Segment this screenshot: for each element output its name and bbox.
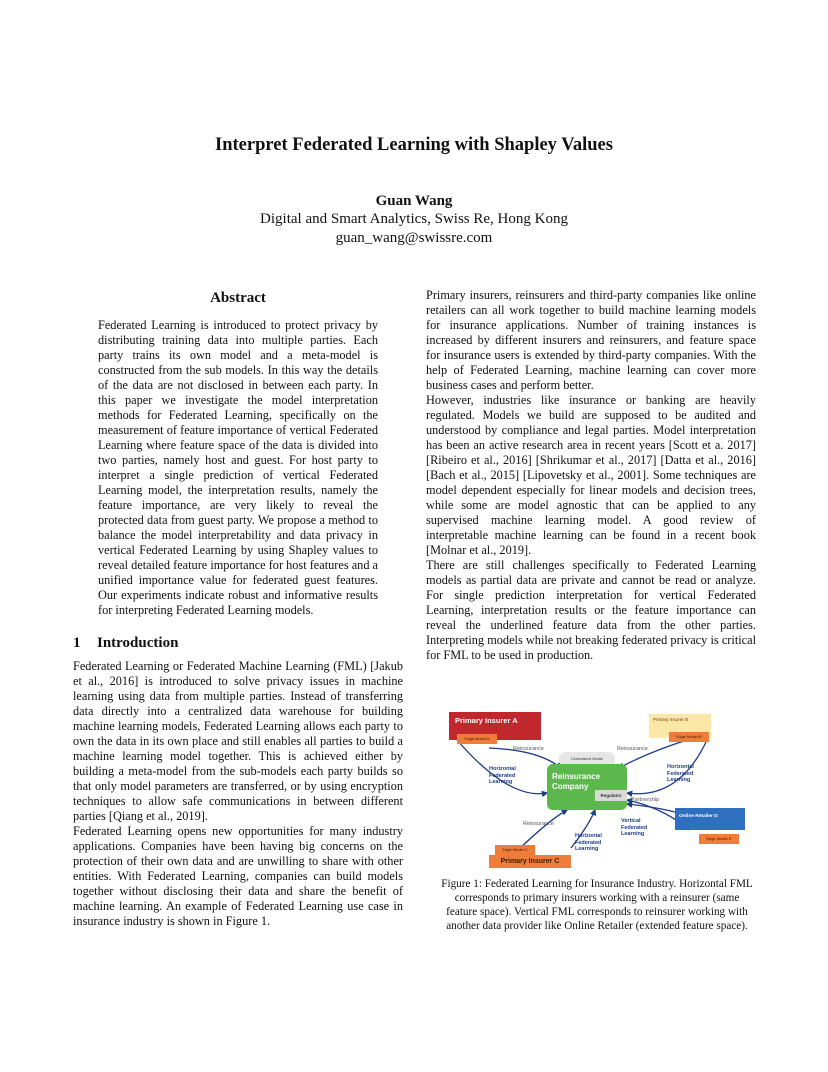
intro-paragraph-1: Federated Learning or Federated Machine Learning (FML) [Jakub et al., 2016] is introduced to solve privacy issues in machine learning using data from multiple parties. Instead of transferring data directly into a centralized data warehouse for building machine learning models, Federated Learning allows each party to own the data in its own place and still enables all parties to build a machine learning model together. This is achieved either by building a meta-model from the sub-models each party builds so that only model parameters are transferred, or by using encryption techniques to allow safe communications in between different parties [Qiang et al., 2019]. bbox=[73, 659, 403, 823]
right-column bbox=[426, 288, 756, 663]
intro-paragraph-3: Primary insurers, reinsurers and third-party companies like online retailers can all work together to build machine learning models for insurance applications. Number of training instances is increased by different insurers and reinsurers, and feature space for insurance users is extended by third-party companies. With the help of Federated Learning, machine learning can cover more business cases and perform better. bbox=[426, 288, 756, 392]
horizontal-fl-label-right: Horizontal Federated Learning bbox=[667, 764, 694, 783]
online-retailer-box bbox=[675, 808, 745, 830]
vertical-fl-label: Vertical Federated Learning bbox=[621, 818, 648, 837]
reinsurance-label-bottom: Reinsurance bbox=[523, 821, 554, 827]
edge-model-a-label: Edge Model A bbox=[464, 736, 490, 741]
figure-federated-insurance bbox=[449, 700, 745, 868]
abstract-heading: Abstract bbox=[210, 290, 266, 306]
primary-insurer-c-label: Primary Insurer C bbox=[500, 858, 560, 865]
edge-model-b-label: Edge Model B bbox=[676, 734, 702, 739]
primary-insurer-a-label: Primary Insurer A bbox=[455, 716, 518, 725]
author-email[interactable]: guan_wang@swissre.com bbox=[335, 230, 493, 246]
edge-model-d-label: Edge Model D bbox=[706, 836, 732, 841]
section-number: 1 bbox=[73, 635, 81, 651]
edge-model-b-box bbox=[669, 732, 709, 742]
section-title: Introduction bbox=[97, 635, 179, 651]
intro-paragraph-5: There are still challenges specifically to Federated Learning models as partial data are private and cannot be read or analyze. For single prediction interpretation for vertical Federated Learning, interpretation results or the feature importance can reveal the underlined feature data from the other parties. Interpreting models while not breaking federated privacy is critical for FML to be used in production. bbox=[426, 558, 756, 662]
section-heading-introduction bbox=[73, 633, 403, 653]
online-retailer-label: Online Retailer D bbox=[679, 814, 718, 819]
reinsurance-company-box bbox=[547, 764, 627, 810]
primary-insurer-c-box bbox=[489, 855, 571, 868]
reinsurance-label-right: Reinsurance bbox=[617, 746, 648, 752]
reinsurance-label-left: Reinsurance bbox=[513, 746, 544, 752]
left-column bbox=[73, 288, 403, 929]
author-name: Guan Wang bbox=[375, 193, 453, 209]
regulator-label: Regulator bbox=[600, 793, 622, 798]
primary-insurer-b-label: Primary Insurer B bbox=[653, 717, 689, 722]
edge-model-c-box bbox=[495, 845, 535, 855]
centralized-model-label: Centralized Model bbox=[570, 756, 604, 761]
author-affiliation: Digital and Smart Analytics, Swiss Re, Hong Kong bbox=[260, 211, 568, 227]
abstract-text: Federated Learning is introduced to protect privacy by distributing training data into multiple parties. Each party trains its own model and a meta-model is constructed from the sub models. In this way the details of the data are not disclosed in between each party. In this paper we investigate the model interpretation methods for Federated Learning, specifically on the measurement of feature importance of vertical Federated Learning where feature space of the data is divided into two parties, namely host and guest. For host party to interpret a single prediction of vertical Federated Learning model, the interpretation results, namely the feature importance, are very likely to reveal the protected data from guest party. We propose a method to balance the model interpretability and data privacy in vertical Federated Learning by using Shapley values to reveal detailed feature importance for host features and a unified importance value for federated guest features. Our experiments indicate robust and informative results for interpreting Federated Learning models. bbox=[98, 318, 378, 617]
reinsurance-company-label: Reinsurance Company bbox=[552, 772, 601, 791]
regulator-box bbox=[595, 790, 627, 801]
horizontal-fl-label-left: Horizontal Federated Learning bbox=[489, 766, 516, 785]
edge-model-d-box bbox=[699, 834, 739, 844]
intro-paragraph-2: Federated Learning opens new opportunities for many industry applications. Companies have been having big concerns on the protection of their own data and are unwilling to share with other entities. With Federated Learning, companies can build models together without disclosing their data and share the benefit of machine learning. An example of Federated Learning use case in insurance industry is shown in Figure 1. bbox=[73, 824, 403, 928]
horizontal-fl-label-bottom: Horizontal Federated Learning bbox=[575, 833, 602, 852]
paper-title: Interpret Federated Learning with Shapley Values bbox=[215, 135, 613, 155]
partnership-label: Partnership bbox=[631, 797, 660, 803]
edge-model-c-label: Edge Model C bbox=[502, 847, 528, 852]
edge-model-a-box bbox=[457, 734, 497, 744]
intro-paragraph-4: However, industries like insurance or banking are heavily regulated. Models we build are supposed to be audited and understood by compliance and legal parties. Model interpretation has been an active research area in recent years [Scott et a. 2017] [Ribeiro et al., 2016] [Shrikumar et al., 2017] [Datta et al., 2016] [Bach et al., 2015] [Lipovetsky et al., 2001]. Some techniques are model dependent especially for linear models and decision trees, while some are model agnostic that can be applied to any supervised machine learning model. A good review of interpretable machine learning can be found in a recent book [Molnar et al., 2019]. bbox=[426, 393, 756, 557]
figure-caption: Figure 1: Federated Learning for Insurance Industry. Horizontal FML corresponds to primary insurers working with a reinsurer (same feature space). Vertical FML corresponds to reinsurer working with another data provider like Online Retailer (extended feature space). bbox=[441, 878, 753, 932]
